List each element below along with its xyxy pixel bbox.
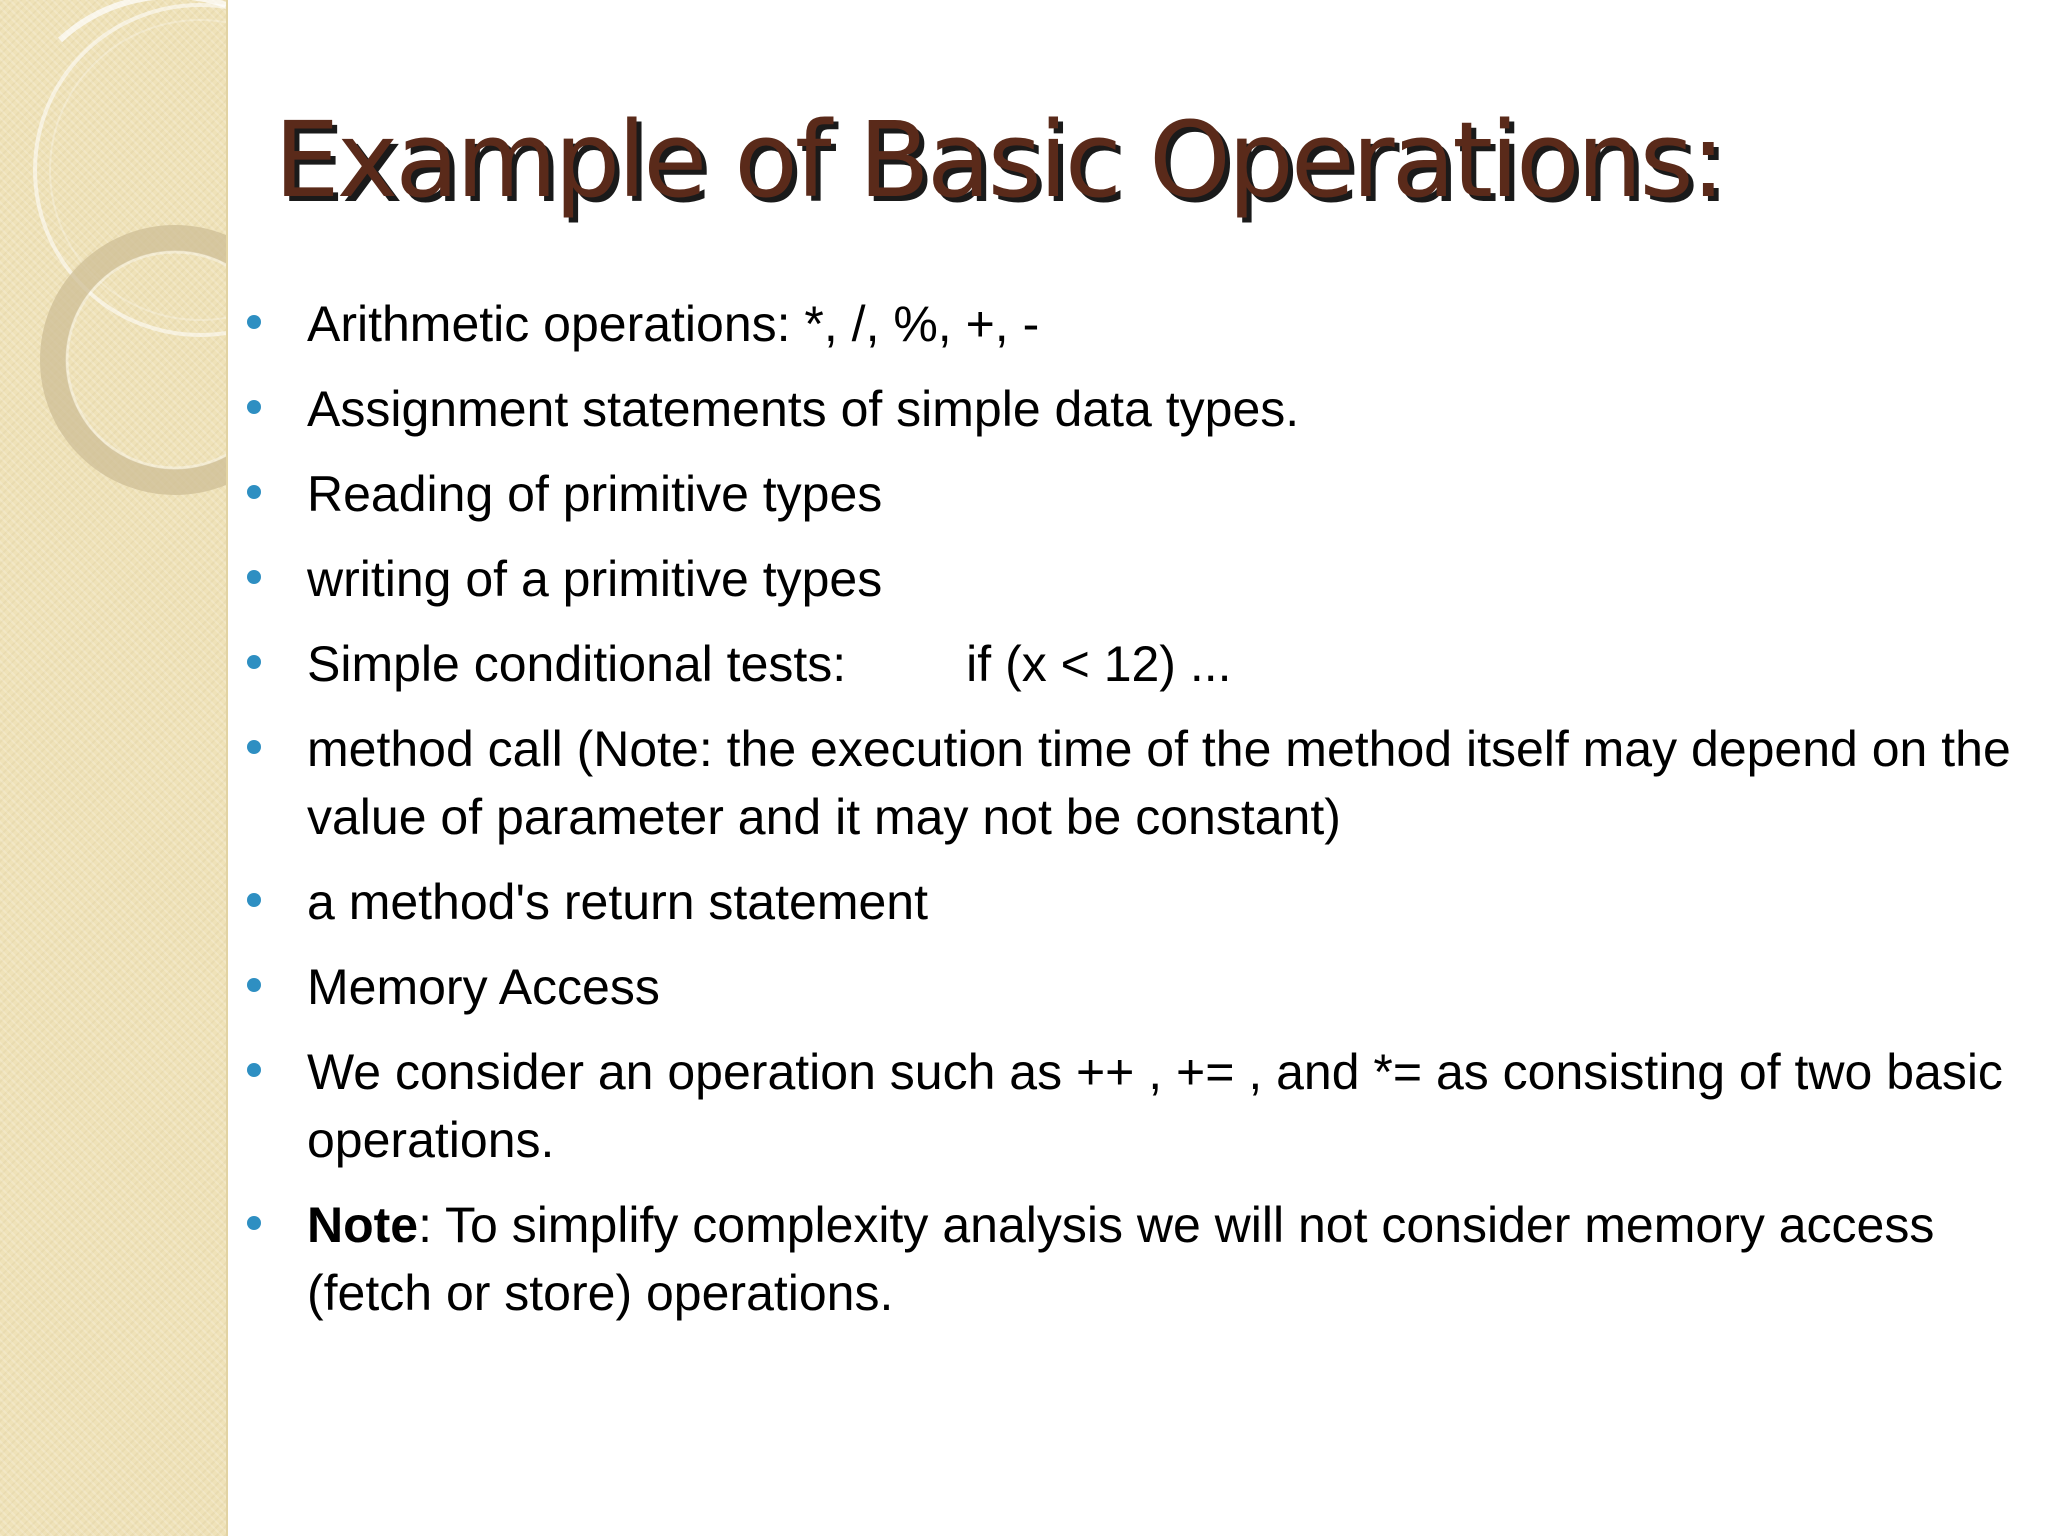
- decorative-side-band: [0, 0, 228, 1536]
- bullet-icon: [247, 570, 261, 584]
- bullet-item: [240, 868, 2030, 936]
- bullet-text: Assignment statements of simple data types.: [307, 381, 1300, 437]
- bullet-item: [240, 630, 2030, 698]
- bullet-item: [240, 460, 2030, 528]
- bullet-icon: [247, 315, 261, 329]
- bullet-item: [240, 375, 2030, 443]
- bullet-item: [240, 545, 2030, 613]
- bullet-item: [240, 1038, 2030, 1174]
- bullet-code-example: if (x < 12) ...: [966, 636, 1232, 692]
- bullet-icon: [247, 1063, 261, 1077]
- bullet-text: Arithmetic operations: *, /, %, +, -: [307, 296, 1040, 352]
- bullet-text: writing of a primitive types: [307, 551, 883, 607]
- bullet-icon: [247, 740, 261, 754]
- bullet-item: [240, 953, 2030, 1021]
- bullet-text: Memory Access: [307, 959, 660, 1015]
- bullet-text: Simple conditional tests:: [307, 636, 847, 692]
- bullet-icon: [247, 400, 261, 414]
- decorative-rings-icon: [0, 0, 226, 520]
- bullet-list: [240, 290, 2030, 1344]
- bullet-text: Reading of primitive types: [307, 466, 883, 522]
- bullet-icon: [247, 655, 261, 669]
- bullet-icon: [247, 978, 261, 992]
- note-label: Note: [307, 1197, 419, 1253]
- slide-title: Example of Basic Operations:: [274, 99, 1723, 221]
- bullet-icon: [247, 893, 261, 907]
- bullet-text: a method's return statement: [307, 874, 928, 930]
- bullet-item: [240, 1191, 2030, 1327]
- bullet-text: method call (Note: the execution time of the method itself may depend on the value of parameter and it may not be constant): [307, 721, 2011, 845]
- bullet-icon: [247, 1216, 261, 1230]
- bullet-item: [240, 715, 2030, 851]
- bullet-text: We consider an operation such as ++ , += , and *= as consisting of two basic operations.: [307, 1044, 2003, 1168]
- bullet-text: : To simplify complexity analysis we will not consider memory access (fetch or store) operations.: [307, 1197, 1935, 1321]
- bullet-icon: [247, 485, 261, 499]
- bullet-item: [240, 290, 2030, 358]
